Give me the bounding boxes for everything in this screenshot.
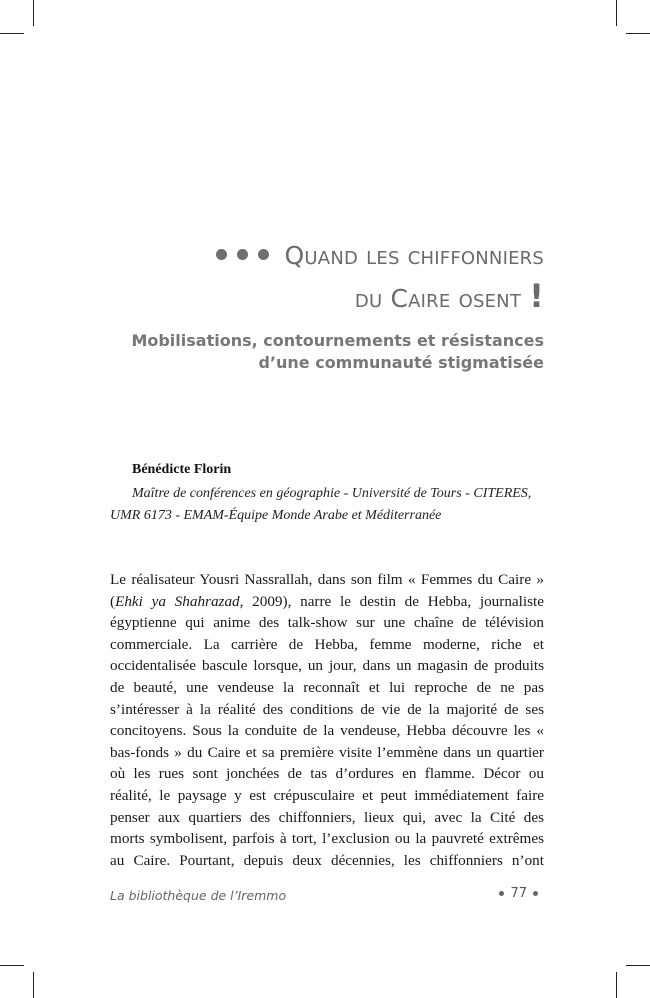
crop-mark: [0, 33, 24, 34]
body-line: morts symbolisent, parfois à tort, l’exclusion ou la pauvreté extrêmes: [110, 830, 544, 848]
body-line: au Caire. Pourtant, depuis deux décennies, les chiffonniers n’ont: [110, 851, 544, 869]
body-line: égyptienne qui anime des talk-show sur une chaîne de télévision: [110, 614, 544, 632]
body-line: commerciale. La carrière de Hebba, femme moderne, riche et: [110, 635, 544, 653]
affiliation-line-2: UMR 6173 - EMAM-Équipe Monde Arabe et Méditerranée: [110, 508, 442, 523]
author-affiliation: [110, 483, 544, 527]
crop-mark: [626, 965, 650, 966]
film-title: Ehki ya Shahrazad: [115, 592, 240, 610]
subtitle-line-2: d’une communauté stigmatisée: [258, 353, 544, 372]
title-bullets: [216, 236, 279, 276]
dot-icon: [499, 891, 504, 896]
crop-mark: [626, 33, 650, 34]
body-line: concitoyens. Sous la conduite de la vendeuse, Hebba découvre les «: [110, 722, 544, 740]
body-line: (Ehki ya Shahrazad, 2009), narre le destin de Hebba, journaliste: [110, 592, 544, 610]
chapter-title-line-1: [110, 236, 544, 276]
chapter-title-exclamation: !: [529, 277, 544, 315]
body-line: Le réalisateur Yousri Nassrallah, dans son film « Femmes du Caire »: [110, 571, 544, 588]
footer-series-title: La bibliothèque de l’Iremmo: [110, 888, 287, 903]
page-number: [493, 886, 544, 901]
body-line: penser aux quartiers des chiffonniers, lieux qui, avec la Cité des: [110, 808, 544, 826]
crop-mark: [616, 972, 617, 998]
bullet-icon: [237, 249, 248, 260]
crop-mark: [0, 965, 24, 966]
chapter-title-text-1: Quand les chiffonniers: [284, 241, 544, 270]
author-name: Bénédicte Florin: [132, 462, 232, 477]
crop-mark: [33, 972, 34, 998]
chapter-title: [110, 236, 544, 319]
bullet-icon: [258, 249, 269, 260]
body-paragraph: [110, 569, 544, 871]
chapter-title-line-2: [110, 276, 544, 319]
body-line: bas-fonds » du Caire et sa première visite l’emmène dans un quartier: [110, 743, 544, 761]
subtitle-line-1: Mobilisations, contournements et résistances: [131, 331, 544, 350]
crop-mark: [33, 0, 34, 26]
body-line: où les rues sont jonchées de tas d’ordures en flamme. Décor ou: [110, 765, 544, 783]
body-line: s’intéresser à la réalité des conditions de vie de la majorité de ses: [110, 700, 544, 718]
chapter-title-text-2: du Caire osent: [354, 284, 522, 313]
page-number-value: 77: [510, 886, 527, 901]
body-line: de beauté, une vendeuse la reconnaît et lui reproche de ne pas: [110, 678, 544, 696]
bullet-icon: [216, 249, 227, 260]
dot-icon: [533, 891, 538, 896]
crop-mark: [616, 0, 617, 26]
affiliation-line-1: Maître de conférences en géographie - Université de Tours - CITERES,: [132, 486, 532, 501]
body-line: occidentalisée bascule lorsque, un jour, dans un magasin de produits: [110, 657, 544, 675]
chapter-subtitle: [110, 330, 544, 374]
body-line: réalité, le paysage y est crépusculaire et peut immédiatement faire: [110, 786, 544, 804]
